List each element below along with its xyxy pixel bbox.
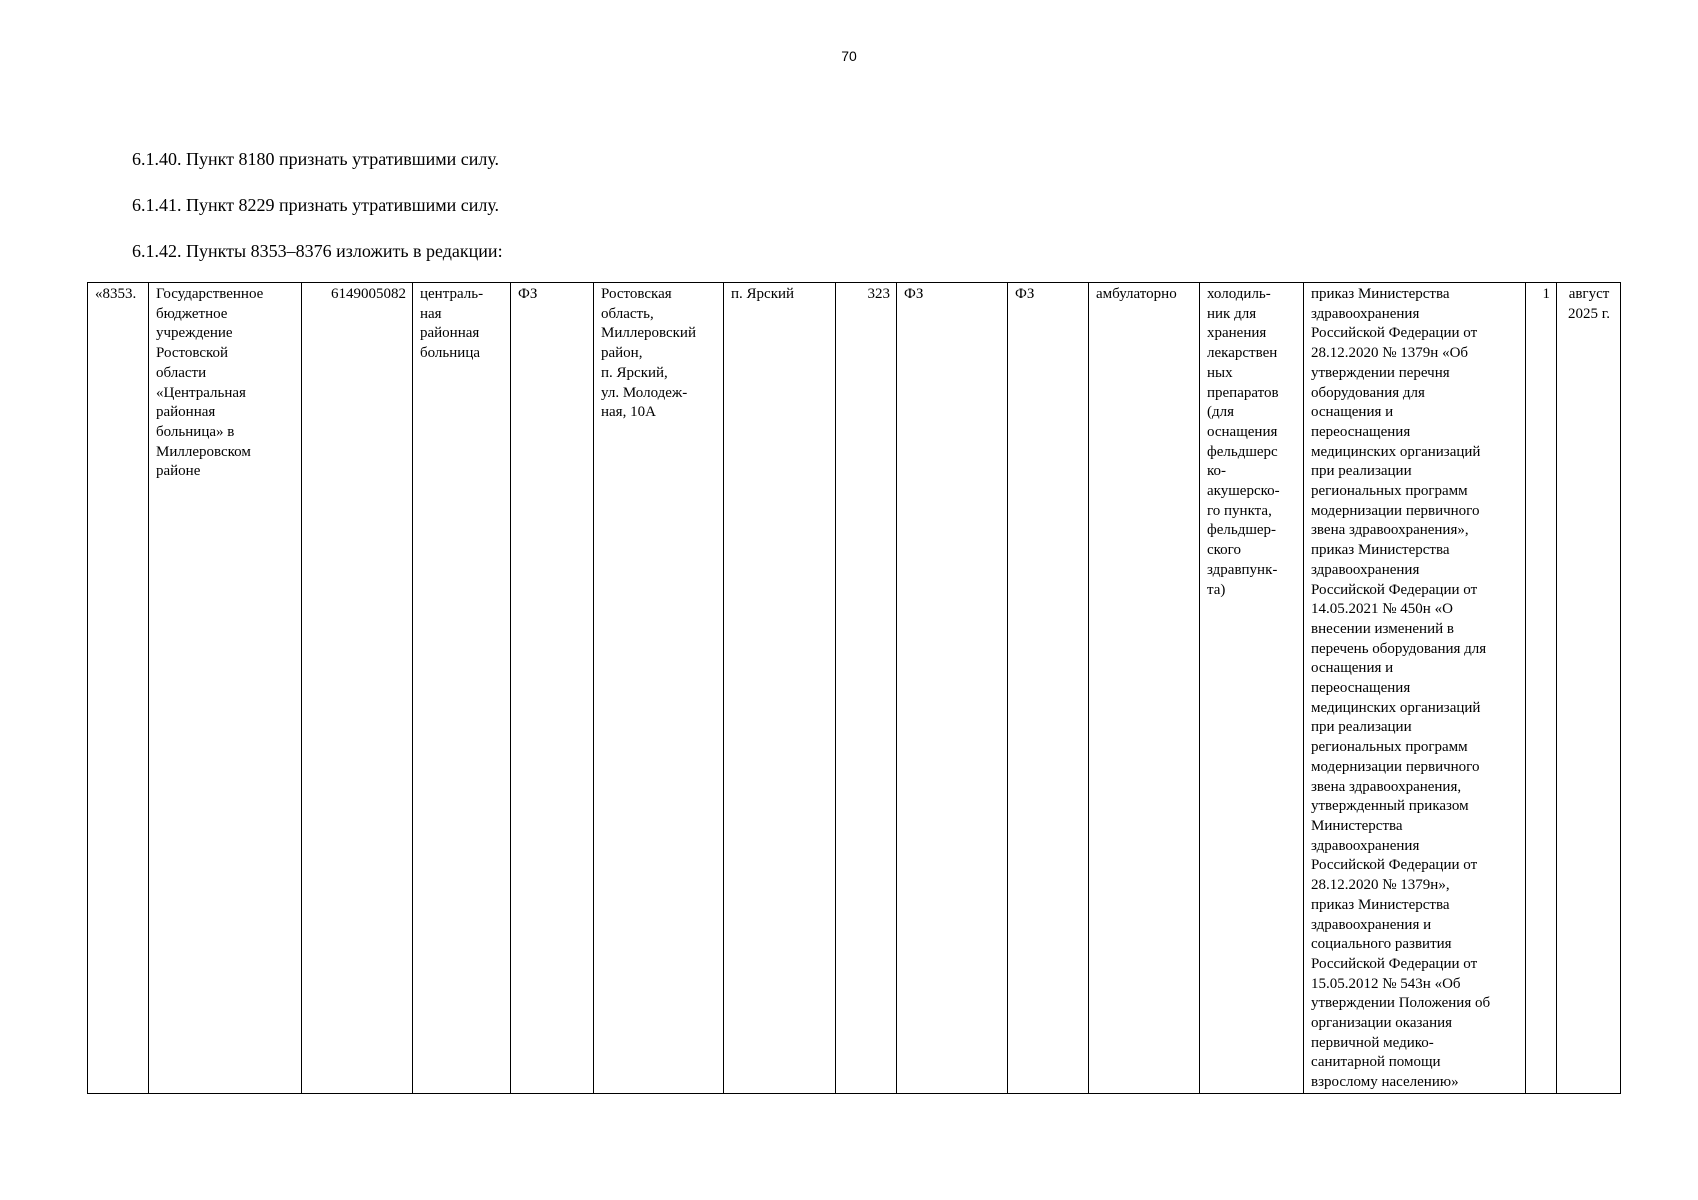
cell-line: приказ Министерства [1311, 896, 1450, 913]
cell-line: переоснащения [1311, 680, 1411, 697]
cell-address [594, 283, 724, 1094]
register-table [87, 282, 1621, 1094]
cell-line: ко- [1207, 463, 1227, 480]
cell-line: здравоохранения [1311, 837, 1420, 854]
cell-line: оснащения [1207, 423, 1278, 440]
cell-col10: ФЗ [1008, 283, 1089, 1094]
cell-quantity: 1 [1526, 283, 1557, 1094]
cell-line: учреждение [156, 325, 233, 342]
cell-line: акушерско- [1207, 483, 1280, 500]
cell-line: санитарной помощи [1311, 1054, 1441, 1071]
cell-line: ная [420, 305, 442, 322]
cell-line: при реализации [1311, 719, 1412, 736]
cell-line: приказ Министерства [1311, 542, 1450, 559]
cell-line: перечень оборудования для [1311, 640, 1487, 657]
cell-line: утверждении перечня [1311, 364, 1450, 381]
cell-line: здравоохранения [1311, 561, 1420, 578]
cell-line: региональных программ [1311, 483, 1468, 500]
cell-line: Российской Федерации от [1311, 325, 1478, 342]
cell-line: социального развития [1311, 936, 1452, 953]
cell-equipment [1200, 283, 1304, 1094]
cell-line: Ростовской [156, 345, 229, 362]
cell-line: централь- [420, 286, 484, 302]
cell-line: области [156, 364, 207, 381]
cell-line: районная [420, 325, 480, 342]
cell-line: районная [156, 404, 216, 421]
cell-line: больница [420, 345, 480, 362]
cell-line: та) [1207, 581, 1226, 598]
cell-line: звена здравоохранения, [1311, 778, 1462, 795]
cell-line: внесении изменений в [1311, 620, 1454, 637]
cell-line: ных [1207, 364, 1233, 381]
cell-line: региональных программ [1311, 739, 1468, 756]
cell-line: ник для [1207, 305, 1257, 322]
cell-line: ная, 10А [601, 404, 656, 421]
cell-inn: 6149005082 [302, 283, 413, 1094]
cell-line: 14.05.2021 № 450н «О [1311, 601, 1453, 618]
cell-number: «8353. [88, 283, 149, 1094]
cell-locality: п. Ярский [724, 283, 836, 1094]
cell-line: область, [601, 305, 654, 322]
cell-line: здравпунк- [1207, 561, 1278, 578]
paragraph-6-1-40: 6.1.40. Пункт 8180 признать утратившими силу. [132, 149, 500, 169]
cell-line: препаратов [1207, 384, 1279, 401]
paragraph-6-1-41: 6.1.41. Пункт 8229 признать утратившими силу. [132, 195, 500, 215]
cell-line: фельдшерс [1207, 443, 1278, 460]
cell-care-form: амбулаторно [1089, 283, 1200, 1094]
cell-line: медицинских организаций [1311, 699, 1481, 716]
cell-line: (для [1207, 404, 1235, 421]
cell-line: Российской Федерации от [1311, 581, 1478, 598]
cell-line: модернизации первичного [1311, 758, 1480, 775]
cell-line: утверждении Положения об [1311, 995, 1491, 1012]
cell-line: оснащения и [1311, 660, 1394, 677]
cell-line: приказ Министерства [1311, 286, 1450, 302]
cell-date [1557, 283, 1621, 1094]
cell-line: Ростовская [601, 286, 672, 302]
cell-line: организации оказания [1311, 1015, 1453, 1032]
cell-line: Министерства [1311, 817, 1403, 834]
cell-line: Миллеровском [156, 443, 251, 460]
cell-line: переоснащения [1311, 423, 1411, 440]
cell-line: медицинских организаций [1311, 443, 1481, 460]
cell-line: 2025 г. [1568, 305, 1610, 322]
cell-organization [149, 283, 302, 1094]
cell-line: звена здравоохранения», [1311, 522, 1469, 539]
cell-line: «Центральная [156, 384, 246, 401]
cell-line: ского [1207, 542, 1241, 559]
cell-distance: 323 [836, 283, 897, 1094]
cell-line: оснащения и [1311, 404, 1394, 421]
cell-line: бюджетное [156, 305, 228, 322]
cell-line: 15.05.2012 № 543н «Об [1311, 975, 1461, 992]
cell-line: здравоохранения и [1311, 916, 1432, 933]
table-row [88, 283, 1621, 1094]
cell-line: Миллеровский [601, 325, 696, 342]
cell-line: 28.12.2020 № 1379н», [1311, 877, 1450, 894]
cell-line: п. Ярский, [601, 364, 668, 381]
cell-line: районе [156, 463, 201, 480]
cell-line: Государственное [156, 286, 264, 302]
cell-line: холодиль- [1207, 286, 1271, 302]
cell-line: ул. Молодеж- [601, 384, 688, 401]
cell-line: первичной медико- [1311, 1034, 1434, 1051]
cell-line: оборудования для [1311, 384, 1425, 401]
cell-line: модернизации первичного [1311, 502, 1480, 519]
cell-basis [1304, 283, 1526, 1094]
cell-type [413, 283, 511, 1094]
cell-line: 28.12.2020 № 1379н «Об [1311, 345, 1469, 362]
page-number: 70 [841, 48, 857, 64]
cell-line: район, [601, 345, 643, 362]
cell-line: взрослому населению» [1311, 1074, 1459, 1091]
cell-line: при реализации [1311, 463, 1412, 480]
cell-line: август [1568, 286, 1610, 302]
cell-line: Российской Федерации от [1311, 955, 1478, 972]
cell-line: больница» в [156, 423, 235, 440]
cell-line: Российской Федерации от [1311, 857, 1478, 874]
paragraph-6-1-42: 6.1.42. Пункты 8353–8376 изложить в редакции: [132, 241, 503, 261]
cell-line: хранения [1207, 325, 1267, 342]
cell-line: утвержденный приказом [1311, 798, 1469, 815]
cell-line: фельдшер- [1207, 522, 1277, 539]
cell-col5: ФЗ [511, 283, 594, 1094]
cell-line: лекарствен [1207, 345, 1278, 362]
cell-line: го пункта, [1207, 502, 1272, 519]
cell-line: здравоохранения [1311, 305, 1420, 322]
cell-col9: ФЗ [897, 283, 1008, 1094]
